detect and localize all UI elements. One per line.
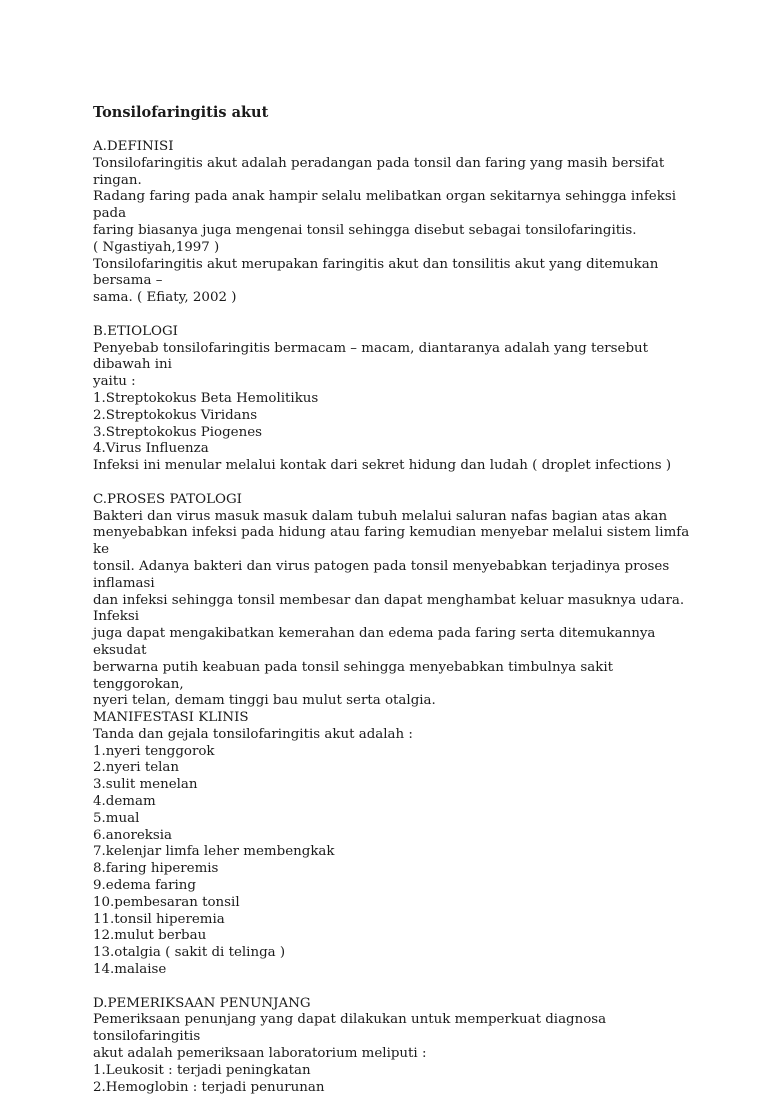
list-item: 1.nyeri tenggorok	[93, 743, 215, 759]
section-etiologi	[93, 324, 693, 475]
list-item: 5.mual	[93, 810, 140, 826]
definisi-line: Tonsilofaringitis akut adalah peradangan pada tonsil dan faring yang masih bersifat ringan.	[93, 155, 665, 188]
document-page	[93, 104, 693, 1096]
definisi-line: Radang faring pada anak hampir selalu melibatkan organ sekitarnya sehingga infeksi pada	[93, 189, 676, 222]
section-heading-etiologi: B.ETIOLOGI	[93, 323, 178, 339]
list-item: 6.anoreksia	[93, 827, 173, 843]
list-item: 4.demam	[93, 794, 156, 810]
patologi-line: berwarna putih keabuan pada tonsil sehingga menyebabkan timbulnya sakit tenggorokan,	[93, 659, 614, 692]
patologi-line: juga dapat mengakibatkan kemerahan dan edema pada faring serta ditemukannya eksudat	[93, 626, 656, 658]
section-spacer	[93, 475, 693, 492]
patologi-line: nyeri telan, demam tinggi bau mulut serta otalgia.	[93, 693, 436, 709]
patologi-line: tonsil. Adanya bakteri dan virus patogen pada tonsil menyebabkan terjadinya proses inflamasi	[93, 558, 670, 591]
list-item: 12.mulut berbau	[93, 928, 207, 944]
etiologi-closing: Infeksi ini menular melalui kontak dari sekret hidung dan ludah ( droplet infections )	[93, 458, 672, 474]
list-item: 4.Virus Influenza	[93, 441, 209, 457]
section-heading-manifestasi: MANIFESTASI KLINIS	[93, 710, 249, 726]
list-item: 13.otalgia ( sakit di telinga )	[93, 945, 286, 961]
etiologi-intro-line: Penyebab tonsilofaringitis bermacam – macam, diantaranya adalah yang tersebut dibawah ini	[93, 340, 649, 373]
penunjang-intro-line: akut adalah pemeriksaan laboratorium meliputi :	[93, 1046, 427, 1062]
section-manifestasi	[93, 710, 693, 979]
section-spacer	[93, 979, 693, 996]
list-item: 2.Streptokokus Viridans	[93, 407, 258, 423]
list-item: 1.Streptokokus Beta Hemolitikus	[93, 390, 319, 406]
list-item: 2.nyeri telan	[93, 760, 180, 776]
section-definisi	[93, 139, 693, 307]
document-title: Tonsilofaringitis akut	[93, 104, 269, 121]
list-item: 3.Streptokokus Piogenes	[93, 424, 262, 440]
section-patologi	[93, 492, 693, 710]
list-item: 14.malaise	[93, 962, 167, 978]
list-item: 10.pembesaran tonsil	[93, 894, 240, 910]
list-item: 7.kelenjar limfa leher membengkak	[93, 844, 335, 860]
section-heading-penunjang: D.PEMERIKSAAN PENUNJANG	[93, 995, 311, 1011]
list-item: 1.Leukosit : terjadi peningkatan	[93, 1062, 311, 1078]
patologi-line: dan infeksi sehingga tonsil membesar dan dapat menghambat keluar masuknya udara. Infeksi	[93, 592, 685, 625]
section-heading-patologi: C.PROSES PATOLOGI	[93, 491, 242, 507]
manifestasi-intro: Tanda dan gejala tonsilofaringitis akut adalah :	[93, 726, 413, 742]
patologi-line: menyebabkan infeksi pada hidung atau faring kemudian menyebar melalui sistem limfa ke	[93, 525, 690, 558]
patologi-line: Bakteri dan virus masuk masuk dalam tubuh melalui saluran nafas bagian atas akan	[93, 508, 668, 524]
list-item: 8.faring hiperemis	[93, 861, 219, 877]
list-item: 3.sulit menelan	[93, 777, 198, 793]
section-penunjang	[93, 996, 693, 1096]
definisi-citation: ( Ngastiyah,1997 )	[93, 239, 220, 255]
etiologi-intro-line: yaitu :	[93, 374, 136, 390]
definisi-citation: sama. ( Efiaty, 2002 )	[93, 290, 237, 306]
list-item: 11.tonsil hiperemia	[93, 911, 225, 927]
definisi-line: Tonsilofaringitis akut merupakan faringitis akut dan tonsilitis akut yang ditemukan bersama –	[93, 256, 659, 289]
definisi-line: faring biasanya juga mengenai tonsil sehingga disebut sebagai tonsilofaringitis.	[93, 222, 637, 238]
list-item: 9.edema faring	[93, 878, 196, 894]
section-spacer	[93, 307, 693, 324]
penunjang-intro-line: Pemeriksaan penunjang yang dapat dilakukan untuk memperkuat diagnosa tonsilofaringitis	[93, 1012, 607, 1045]
section-heading-definisi: A.DEFINISI	[93, 139, 174, 154]
list-item: 2.Hemoglobin : terjadi penurunan	[93, 1079, 325, 1095]
